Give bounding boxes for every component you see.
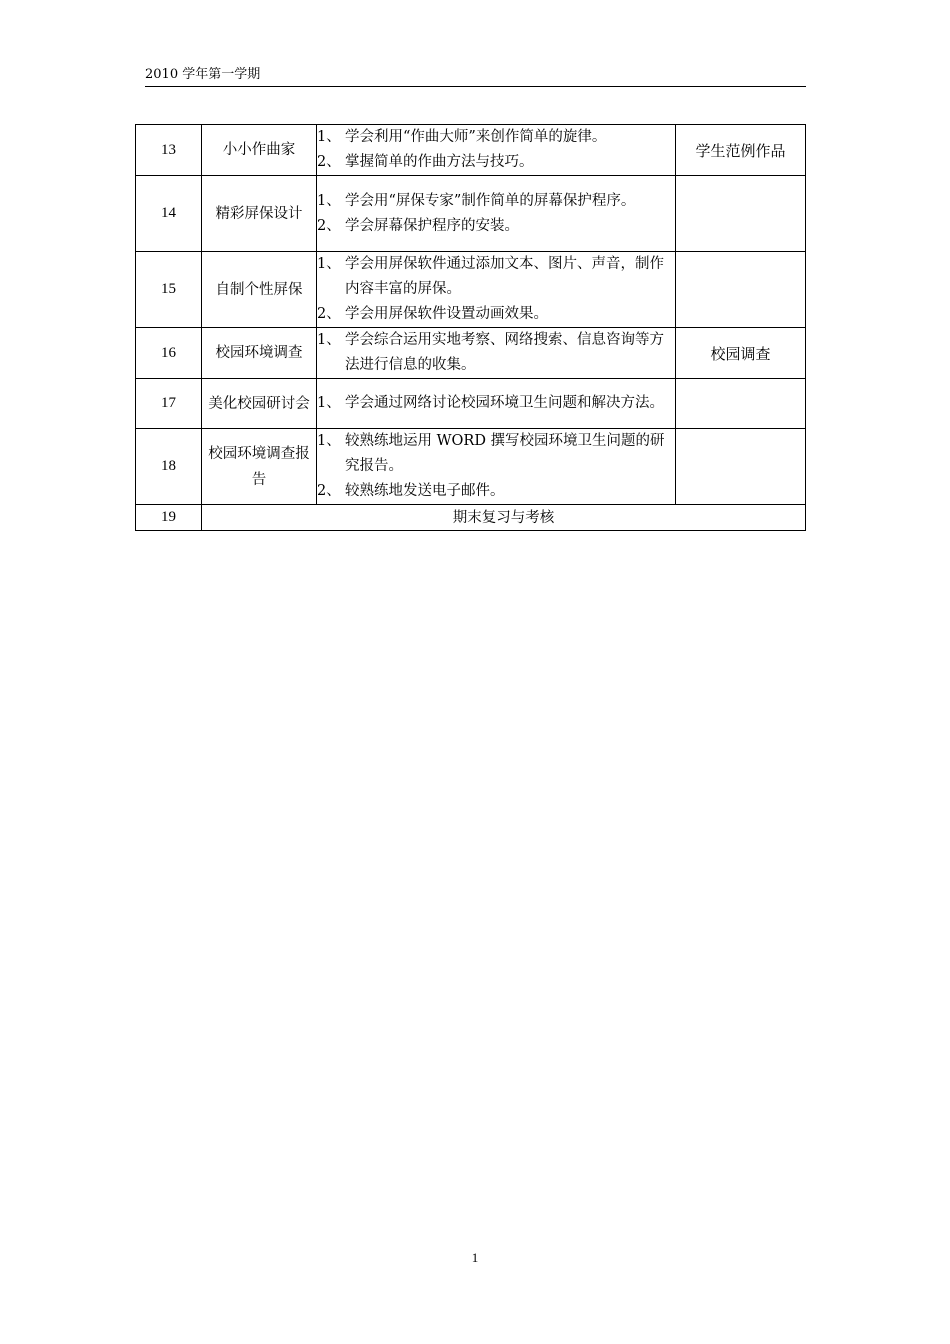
- lesson-number: 15: [136, 252, 202, 328]
- goal-item: [317, 252, 675, 302]
- goal-text: 学会用屏保软件设置动画效果。: [345, 306, 548, 322]
- goal-index: 1、: [317, 332, 341, 348]
- lesson-number: 17: [136, 379, 202, 429]
- lesson-number: 13: [136, 125, 202, 176]
- page-header: 2010 学年第一学期: [145, 66, 806, 87]
- lesson-title: 校园环境调查报告: [202, 429, 317, 505]
- goal-item: [317, 302, 675, 327]
- table-row: [136, 252, 806, 328]
- lesson-title: 美化校园研讨会: [202, 379, 317, 429]
- goal-item: [317, 189, 675, 214]
- lesson-goals: [317, 379, 676, 429]
- final-review-cell: 期末复习与考核: [202, 505, 806, 531]
- lesson-title: 校园环境调查: [202, 328, 317, 379]
- goal-index: 1、: [317, 129, 341, 145]
- goal-text: 学会综合运用实地考察、网络搜索、信息咨询等方法进行信息的收集。: [345, 332, 664, 373]
- lesson-title: 精彩屏保设计: [202, 176, 317, 252]
- goal-index: 2、: [317, 483, 341, 499]
- lesson-resource: [676, 252, 806, 328]
- lesson-number: 19: [136, 505, 202, 531]
- goal-item: [317, 214, 675, 239]
- goal-item: [317, 479, 675, 504]
- schedule-body: [136, 125, 806, 531]
- goal-index: 1、: [317, 256, 341, 272]
- goal-text: 学会屏幕保护程序的安装。: [345, 217, 519, 234]
- lesson-goals: [317, 252, 676, 328]
- lesson-number: 14: [136, 176, 202, 252]
- table-row-final: [136, 505, 806, 531]
- goal-text: 学会用屏保软件通过添加文本、图片、声音，制作内容丰富的屏保。: [345, 256, 664, 297]
- lesson-goals: [317, 429, 676, 505]
- table-row: [136, 429, 806, 505]
- goal-text: 较熟练地发送电子邮件。: [345, 483, 505, 499]
- table-row: [136, 379, 806, 429]
- lesson-resource: [676, 176, 806, 252]
- goal-text: 学会利用“作曲大师”来创作简单的旋律。: [345, 129, 607, 145]
- goal-item: [317, 328, 675, 378]
- goal-index: 2、: [317, 306, 341, 322]
- lesson-resource: 学生范例作品: [676, 125, 806, 176]
- lesson-title: 自制个性屏保: [202, 252, 317, 328]
- goal-item: [317, 150, 675, 175]
- lesson-resource: 校园调查: [676, 328, 806, 379]
- lesson-goals: [317, 328, 676, 379]
- lesson-resource: [676, 429, 806, 505]
- lesson-title: 小小作曲家: [202, 125, 317, 176]
- goal-text: 学会通过网络讨论校园环境卫生问题和解决方法。: [345, 395, 664, 411]
- table-row: [136, 176, 806, 252]
- goal-index: 1、: [317, 395, 341, 411]
- goal-item: [317, 391, 675, 416]
- goal-text: 较熟练地运用 WORD 撰写校园环境卫生问题的研究报告。: [345, 433, 665, 474]
- goal-index: 2、: [317, 217, 341, 234]
- lesson-goals: [317, 125, 676, 176]
- goal-index: 2、: [317, 154, 341, 170]
- goal-text: 学会用“屏保专家”制作简单的屏幕保护程序。: [345, 192, 636, 209]
- table-row: [136, 125, 806, 176]
- goal-text: 掌握简单的作曲方法与技巧。: [345, 154, 534, 170]
- goal-index: 1、: [317, 192, 341, 209]
- goal-item: [317, 125, 675, 150]
- lesson-goals: [317, 176, 676, 252]
- schedule-table: [135, 124, 806, 531]
- table-row: [136, 328, 806, 379]
- page-number: 1: [471, 1250, 479, 1265]
- goal-index: 1、: [317, 433, 341, 449]
- lesson-number: 18: [136, 429, 202, 505]
- goal-item: [317, 429, 675, 479]
- lesson-number: 16: [136, 328, 202, 379]
- lesson-resource: [676, 379, 806, 429]
